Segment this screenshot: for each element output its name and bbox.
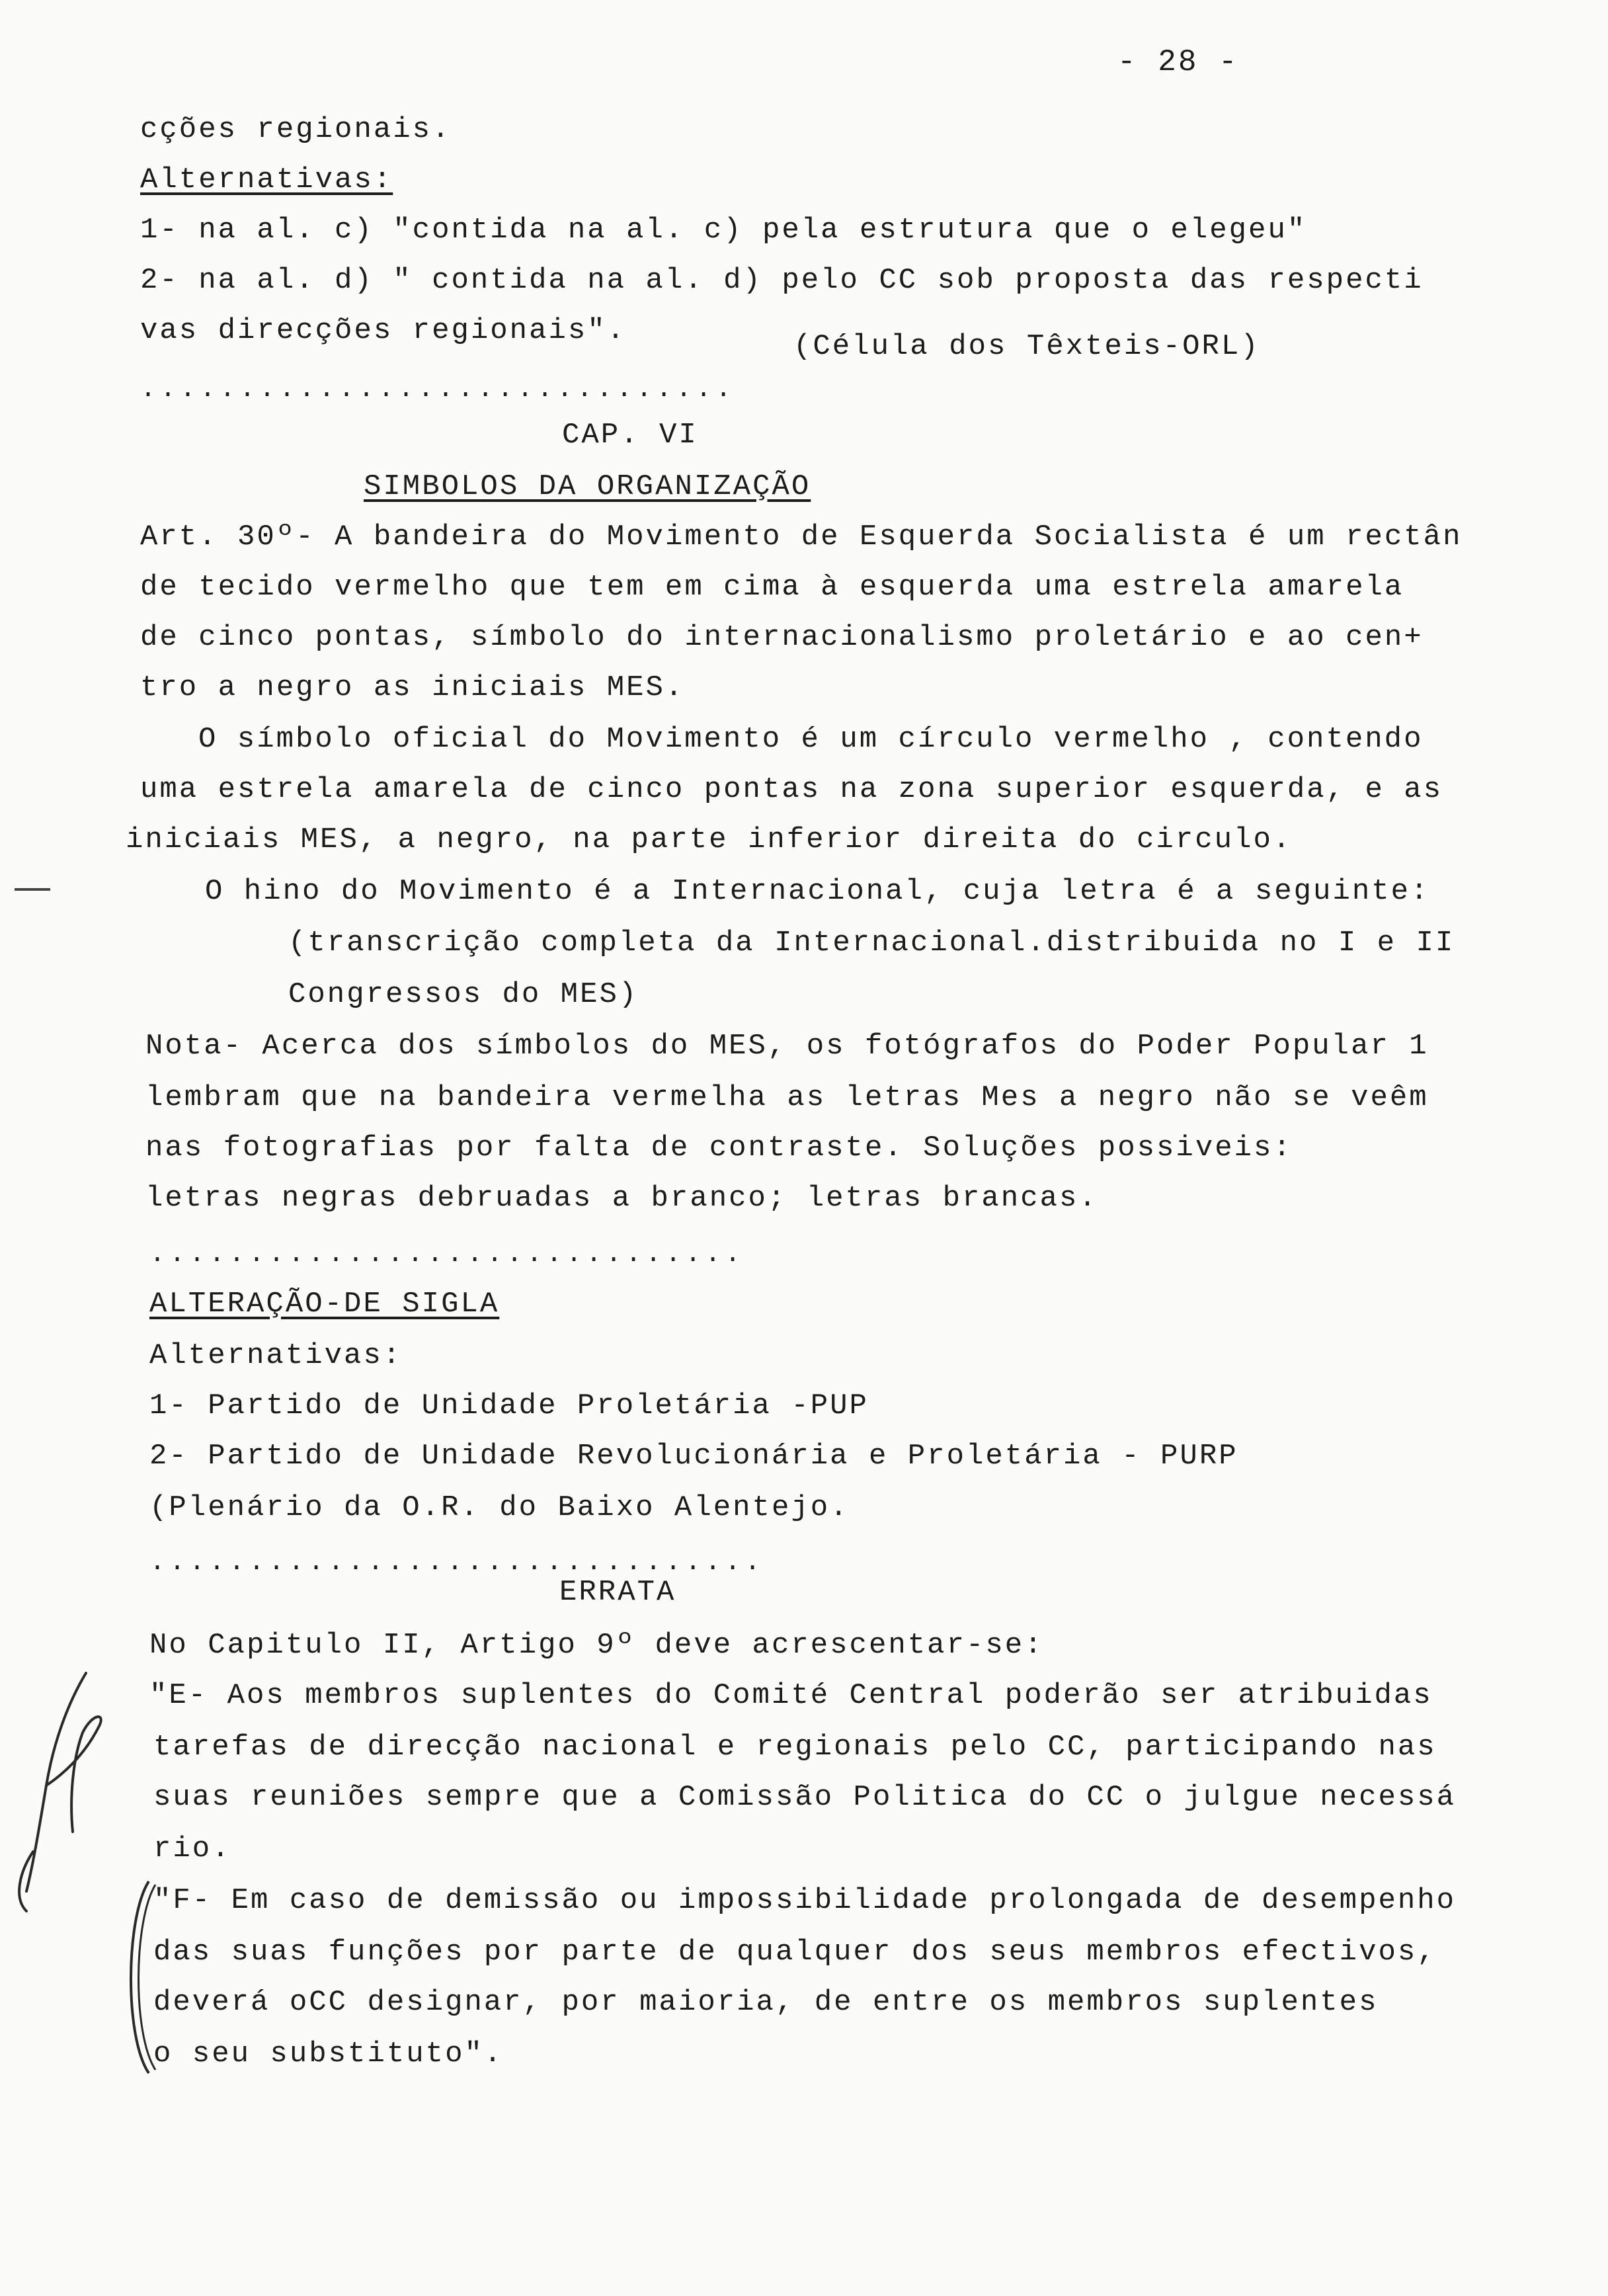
errata-line: o seu substituto". [153,2037,504,2070]
article-line: (transcrição completa da Internacional.distribuida no I e II [288,926,1455,960]
article-line: tro a negro as iniciais MES. [140,671,685,704]
article-line: de cinco pontas, símbolo do internacionalismo proletário e ao cen+ [140,621,1424,654]
article-line: Congressos do MES) [288,978,639,1011]
text-line: vas direcções regionais". [140,314,627,347]
errata-line: suas reuniões sempre que a Comissão Politica do CC o julgue necessá [153,1781,1457,1814]
errata-line: "E- Aos membros suplentes do Comité Central poderão ser atribuidas [149,1679,1433,1712]
sigla-heading: ALTERAÇÃO-DE SIGLA [149,1288,500,1321]
alternative-item: 1- Partido de Unidade Proletária -PUP [149,1389,869,1422]
chapter-title: SIMBOLOS DA ORGANIZAÇÃO [364,470,811,503]
separator-dots: .............................. [140,375,736,405]
article-line: Art. 30º- A bandeira do Movimento de Esquerda Socialista é um rectân [140,520,1463,554]
alternatives-heading: Alternativas: [140,163,393,196]
note-line: nas fotografias por falta de contraste. Soluções possiveis: [145,1131,1293,1165]
errata-heading: ERRATA [559,1576,676,1609]
source-attribution: (Plenário da O.R. do Baixo Alentejo. [149,1491,850,1524]
chapter-number: CAP. VI [562,419,698,452]
source-attribution: (Célula dos Têxteis-ORL) [793,330,1260,363]
errata-line: "F- Em caso de demissão ou impossibilidade prolongada de desempenho [153,1884,1457,1917]
errata-line: deverá oCC designar, por maioria, de entre os membros suplentes [153,1986,1379,2019]
article-line: O hino do Movimento é a Internacional, cuja letra é a seguinte: [205,875,1430,908]
article-line: uma estrela amarela de cinco pontas na zona superior esquerda, e as [140,773,1443,806]
text-line: cções regionais. [140,113,452,146]
alternative-item: 2- na al. d) " contida na al. d) pelo CC sob proposta das respecti [140,264,1424,297]
article-line: O símbolo oficial do Movimento é um círculo vermelho , contendo [198,723,1424,756]
margin-bracket [119,1878,159,2076]
article-line: iniciais MES, a negro, na parte inferior direita do circulo. [126,823,1293,856]
note-line: letras negras debruadas a branco; letras brancas. [145,1182,1098,1215]
errata-line: das suas funções por parte de qualquer dos seus membros efectivos, [153,1936,1437,1969]
page-number: - 28 - [1117,45,1239,79]
note-line: lembram que na bandeira vermelha as letras Mes a negro não se veêm [145,1081,1429,1114]
separator-dots: ............................... [149,1548,765,1578]
alternatives-heading: Alternativas: [149,1339,403,1372]
errata-line: tarefas de direcção nacional e regionais pelo CC, participando nas [153,1731,1437,1764]
errata-line: rio. [153,1832,231,1866]
alternative-item: 1- na al. c) "contida na al. c) pela estrutura que o elegeu" [140,214,1307,247]
margin-dash [13,886,53,893]
article-line: de tecido vermelho que tem em cima à esquerda uma estrela amarela [140,571,1404,604]
errata-intro: No Capitulo II, Artigo 9º deve acrescentar-se: [149,1629,1044,1662]
note-line: Nota- Acerca dos símbolos do MES, os fotógrafos do Poder Popular 1 [145,1030,1429,1063]
alternative-item: 2- Partido de Unidade Revolucionária e Proletária - PURP [149,1440,1238,1473]
separator-dots: .............................. [149,1240,745,1270]
